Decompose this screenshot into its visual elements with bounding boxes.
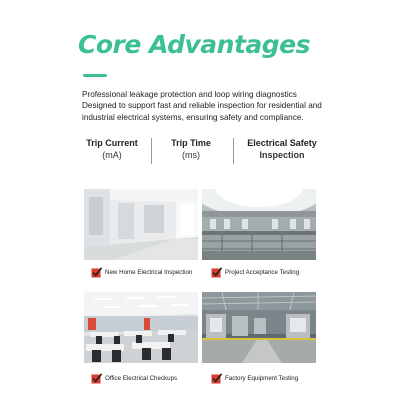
application-factory — [211, 373, 298, 384]
check-icon — [91, 373, 102, 384]
spec-trip-current — [82, 138, 142, 161]
spec-unit: (mA) — [102, 149, 122, 160]
spec-electrical-safety — [240, 138, 324, 161]
atrium-photo — [202, 189, 316, 260]
spec-divider — [233, 138, 234, 164]
check-icon — [91, 267, 102, 278]
spec-trip-time — [165, 138, 217, 161]
spec-label: Electrical Safety — [247, 138, 317, 148]
application-new-home — [91, 267, 192, 278]
check-icon — [211, 267, 222, 278]
application-label: Office Electrical Checkups — [105, 375, 178, 382]
spec-unit: (ms) — [182, 149, 200, 160]
application-label: Project Acceptance Testing — [225, 269, 300, 276]
spec-divider — [151, 138, 152, 164]
office-photo — [84, 292, 198, 363]
application-label: New Home Electrical Inspection — [105, 269, 193, 276]
description — [82, 89, 342, 123]
description-line: industrial electrical systems, ensuring safety and compliance. — [82, 112, 304, 122]
factory-photo — [202, 292, 316, 363]
description-line: Designed to support fast and reliable inspection for residential and — [82, 101, 322, 111]
page-title: Core Advantages — [78, 30, 311, 59]
application-office — [91, 373, 177, 384]
spec-row — [82, 138, 332, 168]
title-underline — [83, 74, 107, 77]
check-icon — [211, 373, 222, 384]
spec-label: Trip Current — [86, 138, 138, 148]
spec-label: Inspection — [259, 149, 305, 160]
application-label: Factory Equipment Testing — [225, 375, 299, 382]
application-project-acceptance — [211, 267, 299, 278]
description-line: Professional leakage protection and loop wiring diagnostics — [82, 90, 297, 99]
new-home-photo — [84, 189, 198, 260]
spec-label: Trip Time — [171, 138, 211, 148]
